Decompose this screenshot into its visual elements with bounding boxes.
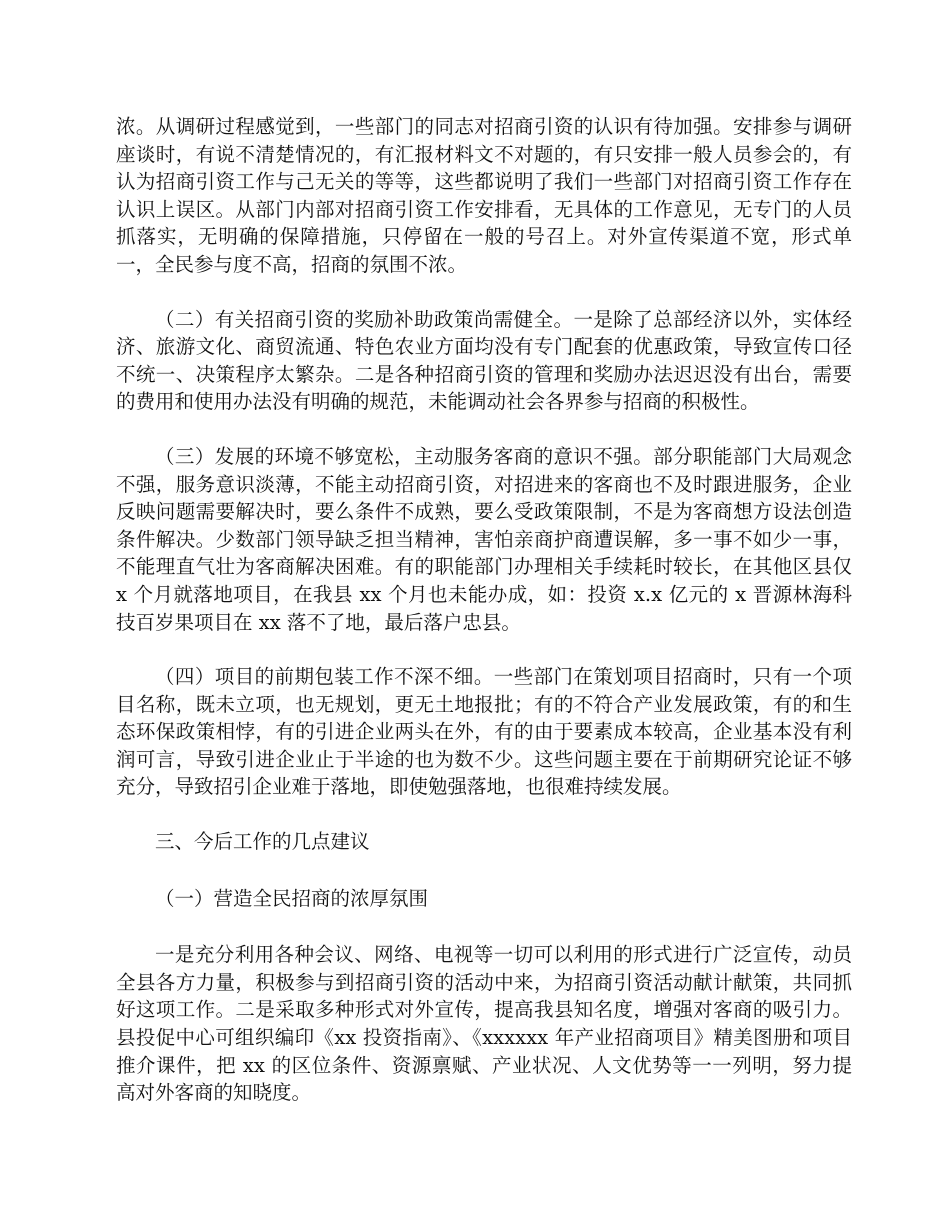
- paragraph-environment: （三）发展的环境不够宽松，主动服务客商的意识不强。部分职能部门大局观念不强，服务意识淡薄，不能主动招商引资，对招进来的客商也不及时跟进服务，企业反映问题需要解决时，要么条件不成熟，要么受政策限制，不是为客商想方设法创造条件解决。少数部门领导缺乏担当精神，害怕亲商护商遭误解，多一事不如少一事，不能理直气壮为客商解决困难。有的职能部门办理相关手续耗时较长，在其他区县仅 x 个月就落地项目，在我县 xx 个月也未能办成，如：投资 x.x 亿元的 x 晋源林海科技百岁果项目在 xx 落不了地，最后落户忠县。: [116, 444, 852, 634]
- paragraph-publicity: 一是充分利用各种会议、网络、电视等一切可以利用的形式进行广泛宣传，动员全县各方力量，积极参与到招商引资的活动中来，为招商引资活动献计献策，共同抓好这项工作。二是采取多种形式对外宣传，提高我县知名度，增强对客商的吸引力。县投促中心可组织编印《xx 投资指南》、《xxxxxx 年产业招商项目》精美图册和项目推介课件，把 xx 的区位条件、资源禀赋、产业状况、人文优势等一一列明，努力提高对外客商的知晓度。: [116, 943, 852, 1105]
- subsection-heading-atmosphere: （一）营造全民招商的浓厚氛围: [155, 886, 429, 910]
- paragraph-incentive-policy: （二）有关招商引资的奖励补助政策尚需健全。一是除了总部经济以外，实体经济、旅游文化、商贸流通、特色农业方面均没有专门配套的优惠政策，导致宣传口径不统一、决策程序太繁杂。二是各种招商引资的管理和奖励办法迟迟没有出台，需要的费用和使用办法没有明确的规范，未能调动社会各界参与招商的积极性。: [116, 307, 852, 414]
- paragraph-continuation: 浓。从调研过程感觉到，一些部门的同志对招商引资的认识有待加强。安排参与调研座谈时，有说不清楚情况的，有汇报材料文不对题的，有只安排一般人员参会的，有认为招商引资工作与己无关的等等，这些都说明了我们一些部门对招商引资工作存在认识上误区。从部门内部对招商引资工作安排看，无具体的工作意见，无专门的人员抓落实，无明确的保障措施，只停留在一般的号召上。对外宣传渠道不宽，形式单一，全民参与度不高，招商的氛围不浓。: [116, 115, 852, 276]
- document-body: [116, 113, 852, 1134]
- section-heading-suggestions: 三、今后工作的几点建议: [155, 830, 370, 854]
- paragraph-project-packaging: （四）项目的前期包装工作不深不细。一些部门在策划项目招商时，只有一个项目名称，既未立项，也无规划，更无土地报批；有的不符合产业发展政策，有的和生态环保政策相悖，有的引进企业两头在外，有的由于要素成本较高，企业基本没有利润可言，导致引进企业止于半途的也为数不少。这些问题主要在于前期研究论证不够充分，导致招引企业难于落地，即使勉强落地，也很难持续发展。: [116, 665, 852, 799]
